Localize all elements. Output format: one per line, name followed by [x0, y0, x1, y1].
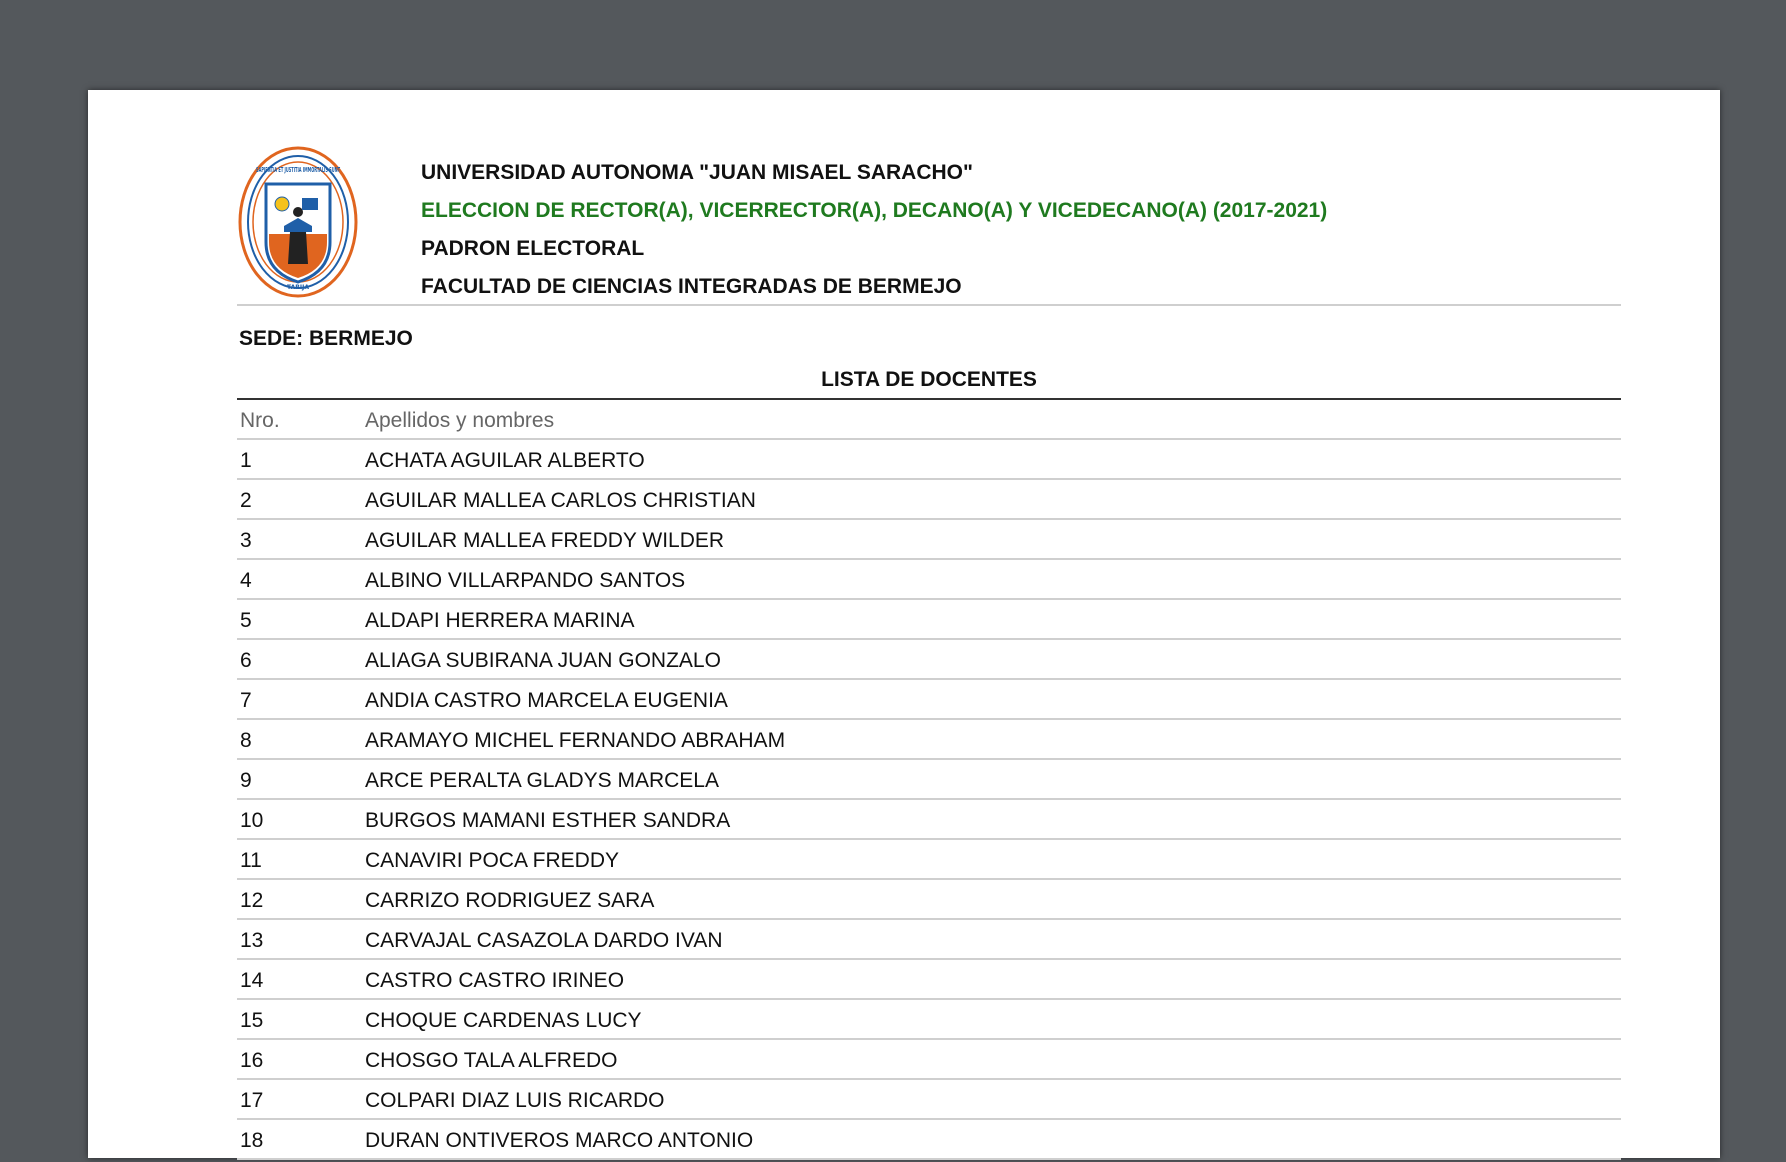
column-header-name: Apellidos y nombres	[365, 409, 555, 432]
table-row	[237, 560, 1621, 600]
docentes-table	[237, 398, 1621, 1160]
row-number: 10	[240, 809, 264, 832]
table-row	[237, 920, 1621, 960]
table-row	[237, 800, 1621, 840]
document-type: PADRON ELECTORAL	[421, 237, 645, 260]
row-name: CARRIZO RODRIGUEZ SARA	[365, 889, 655, 912]
row-number: 2	[240, 489, 252, 512]
table-body	[237, 440, 1621, 1160]
table-row	[237, 640, 1621, 680]
row-name: ALBINO VILLARPANDO SANTOS	[365, 569, 686, 592]
row-number: 15	[240, 1009, 264, 1032]
row-number: 6	[240, 649, 252, 672]
row-number: 3	[240, 529, 252, 552]
row-name: AGUILAR MALLEA FREDDY WILDER	[365, 529, 725, 552]
table-row	[237, 600, 1621, 640]
table-row	[237, 840, 1621, 880]
table-row	[237, 880, 1621, 920]
row-number: 18	[240, 1129, 264, 1152]
table-row	[237, 720, 1621, 760]
list-title: LISTA DE DOCENTES	[821, 368, 1037, 391]
row-name: ARCE PERALTA GLADYS MARCELA	[365, 769, 719, 792]
table-header-row	[237, 400, 1621, 440]
row-name: CASTRO CASTRO IRINEO	[365, 969, 625, 992]
row-name: ARAMAYO MICHEL FERNANDO ABRAHAM	[365, 729, 786, 752]
row-number: 14	[240, 969, 264, 992]
table-row	[237, 1000, 1621, 1040]
row-name: ALDAPI HERRERA MARINA	[365, 609, 635, 632]
row-number: 5	[240, 609, 252, 632]
column-header-nro: Nro.	[240, 409, 280, 432]
row-name: AGUILAR MALLEA CARLOS CHRISTIAN	[365, 489, 756, 512]
table-row	[237, 1080, 1621, 1120]
row-name: CHOQUE CARDENAS LUCY	[365, 1009, 642, 1032]
table-row	[237, 760, 1621, 800]
document-header	[237, 140, 1621, 306]
table-row	[237, 480, 1621, 520]
row-number: 1	[240, 449, 252, 472]
row-number: 8	[240, 729, 252, 752]
university-name: UNIVERSIDAD AUTONOMA "JUAN MISAEL SARACHO"	[421, 161, 973, 184]
row-number: 17	[240, 1089, 264, 1112]
row-number: 12	[240, 889, 264, 912]
header-text-block	[421, 154, 1327, 306]
row-number: 11	[240, 849, 262, 872]
page-content	[237, 140, 1621, 1160]
row-name: COLPARI DIAZ LUIS RICARDO	[365, 1089, 665, 1112]
row-number: 4	[240, 569, 252, 592]
table-row	[237, 520, 1621, 560]
row-number: 7	[240, 689, 252, 712]
document-page	[88, 90, 1720, 1158]
row-name: CHOSGO TALA ALFREDO	[365, 1049, 618, 1072]
row-name: ACHATA AGUILAR ALBERTO	[365, 449, 645, 472]
table-row	[237, 440, 1621, 480]
row-name: ANDIA CASTRO MARCELA EUGENIA	[365, 689, 728, 712]
faculty-name: FACULTAD DE CIENCIAS INTEGRADAS DE BERMEJO	[421, 275, 962, 298]
university-seal-logo	[238, 146, 358, 298]
table-row	[237, 1040, 1621, 1080]
table-row	[237, 680, 1621, 720]
row-number: 13	[240, 929, 264, 952]
svg-text:SAPIENTIA ET JUSTITIA IMMORTAL: SAPIENTIA ET JUSTITIA IMMORTALIS SUNT	[256, 166, 341, 174]
row-number: 9	[240, 769, 252, 792]
row-number: 16	[240, 1049, 264, 1072]
row-name: DURAN ONTIVEROS MARCO ANTONIO	[365, 1129, 754, 1152]
table-row	[237, 960, 1621, 1000]
table-row	[237, 1120, 1621, 1160]
sede-label: SEDE: BERMEJO	[239, 327, 413, 350]
row-name: CANAVIRI POCA FREDDY	[365, 849, 619, 872]
row-name: BURGOS MAMANI ESTHER SANDRA	[365, 809, 731, 832]
svg-text:TARIJA: TARIJA	[287, 284, 309, 291]
row-name: ALIAGA SUBIRANA JUAN GONZALO	[365, 649, 721, 672]
row-name: CARVAJAL CASAZOLA DARDO IVAN	[365, 929, 723, 952]
election-title: ELECCION DE RECTOR(A), VICERRECTOR(A), DECANO(A) Y VICEDECANO(A) (2017-2021)	[421, 199, 1328, 222]
